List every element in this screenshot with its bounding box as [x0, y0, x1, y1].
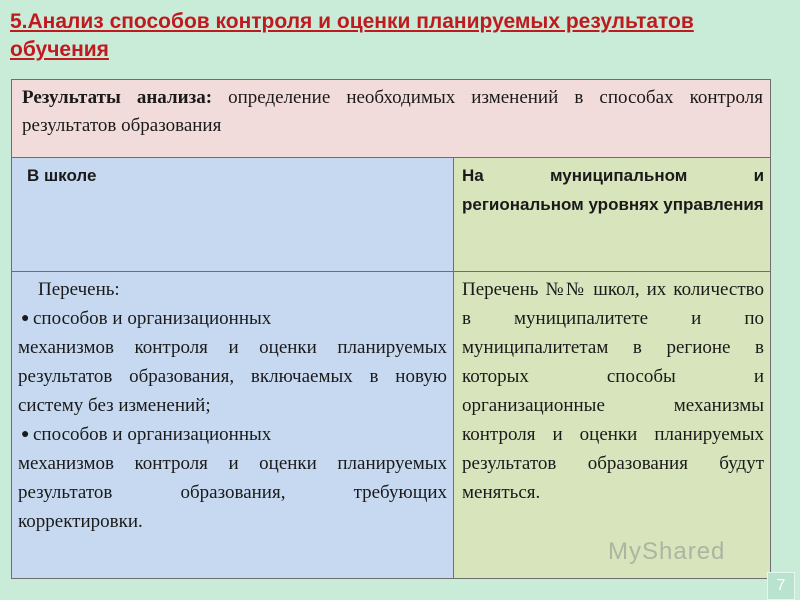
school-list-lead: Перечень: [38, 279, 120, 300]
bullet-icon: ● [21, 427, 30, 442]
list-item [18, 304, 447, 333]
analysis-table [11, 79, 771, 579]
list-item-text: способов и организационных [33, 308, 272, 329]
list-item [18, 420, 447, 449]
analysis-row [12, 80, 771, 158]
list-item-text: способов и организационных [33, 424, 272, 445]
bullet-icon: ● [21, 311, 30, 326]
municipal-text-cell [454, 272, 771, 579]
header-row [12, 158, 771, 272]
list-item-continuation: механизмов контроля и оценки планируемых результатов образования, требующих корректировки. [18, 453, 447, 532]
school-list [12, 272, 453, 536]
content-row [12, 272, 771, 579]
analysis-cell [12, 80, 771, 158]
watermark: MyShared [608, 538, 726, 565]
municipal-header-cell [454, 158, 771, 272]
municipal-text: Перечень №№ школ, их количество в муниципалитете и по муниципалитетам в регионе в которых способы и организационные механизмы контроля и оценки планируемых результатов образования будут меняться. [462, 279, 765, 503]
page-number-badge: 7 [767, 572, 795, 600]
slide-title: 5.Анализ способов контроля и оценки планируемых результатов обучения [10, 10, 694, 61]
analysis-label: Результаты анализа: [22, 87, 213, 108]
school-header-cell [12, 158, 454, 272]
municipal-header: На муниципальном и региональном уровнях управления [462, 166, 765, 214]
analysis-text [12, 80, 770, 140]
school-header: В школе [27, 166, 97, 185]
analysis-description: определение необходимых изменений в способах контроля результатов образования [22, 87, 764, 136]
school-list-cell [12, 272, 454, 579]
list-item-continuation: механизмов контроля и оценки планируемых результатов образования, включаемых в новую систему без изменений; [18, 337, 447, 416]
